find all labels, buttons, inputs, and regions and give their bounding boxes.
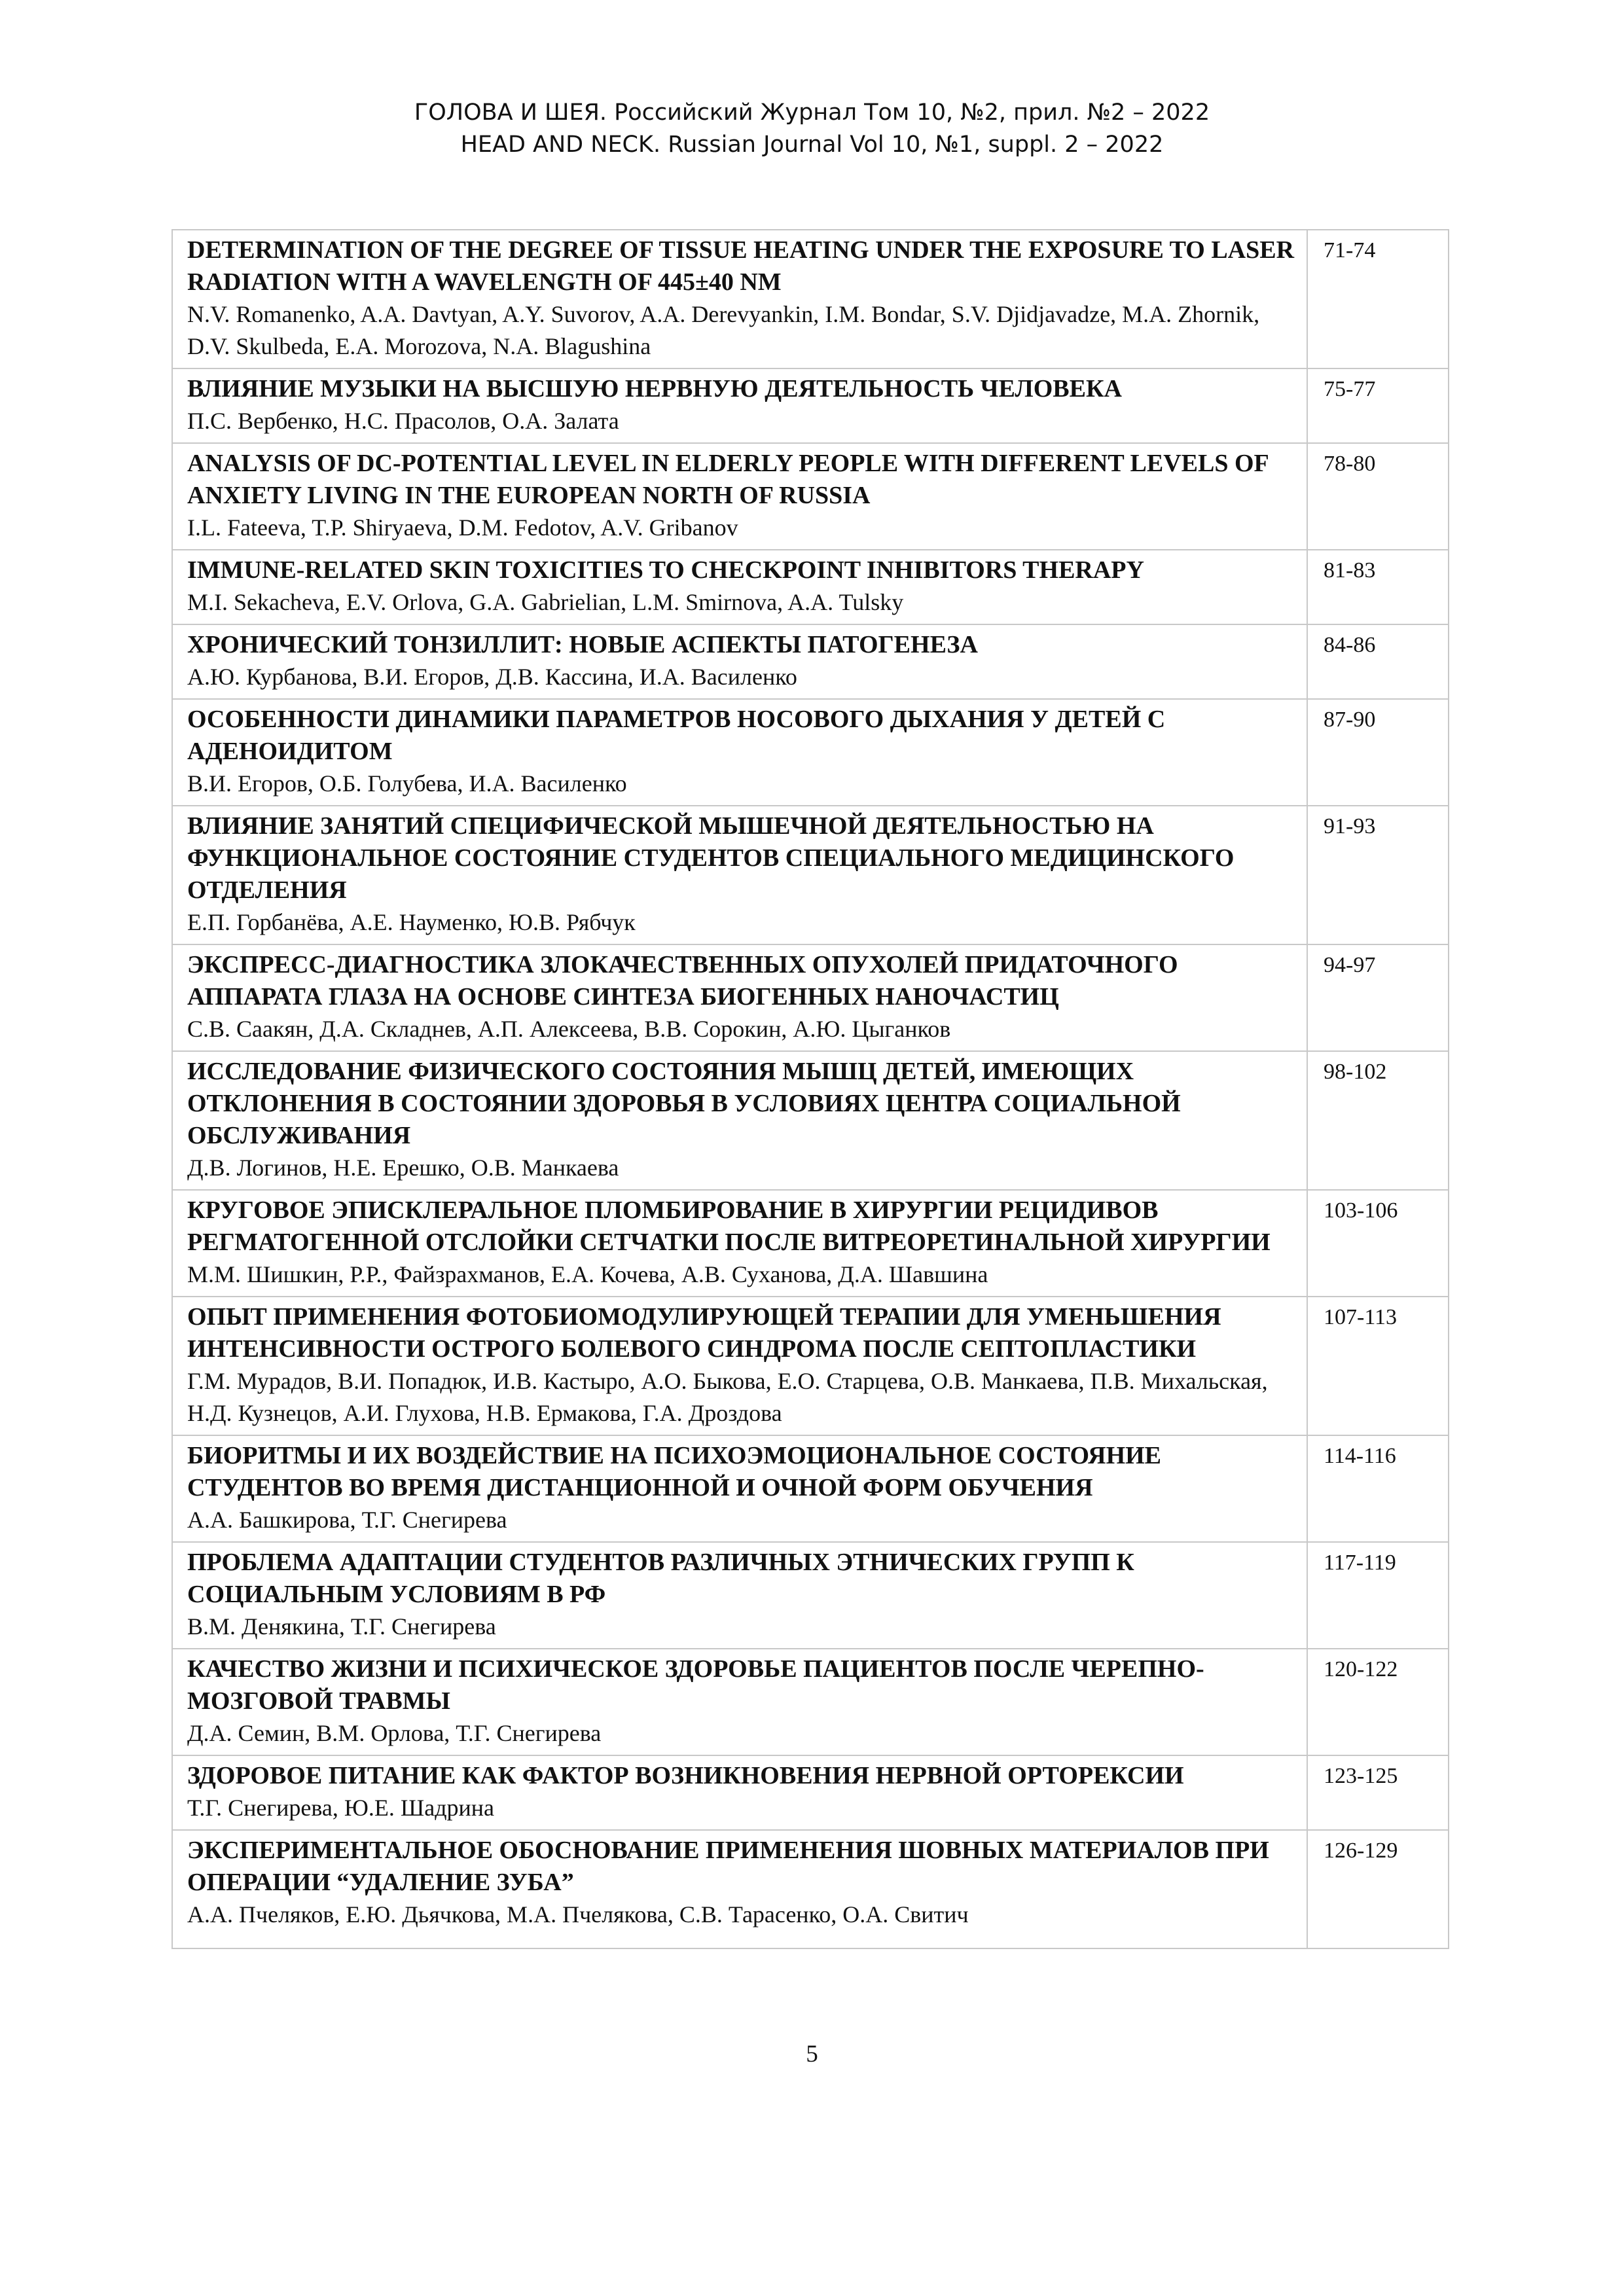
entry-title: ХРОНИЧЕСКИЙ ТОНЗИЛЛИТ: НОВЫЕ АСПЕКТЫ ПАТОГЕНЕЗА bbox=[187, 631, 978, 658]
toc-entry bbox=[172, 1649, 1449, 1755]
toc-entry-content bbox=[172, 699, 1307, 806]
entry-authors: А.А. Башкирова, Т.Г. Снегирева bbox=[187, 1507, 507, 1533]
toc-entry-content bbox=[172, 1297, 1307, 1435]
running-header bbox=[0, 97, 1624, 161]
entry-title: КАЧЕСТВО ЖИЗНИ И ПСИХИЧЕСКОЕ ЗДОРОВЬЕ ПАЦИЕНТОВ ПОСЛЕ ЧЕРЕПНО-МОЗГОВОЙ ТРАВМЫ bbox=[187, 1655, 1204, 1715]
entry-authors: А.А. Пчеляков, Е.Ю. Дьячкова, М.А. Пчелякова, С.В. Тарасенко, О.А. Свитич bbox=[187, 1901, 969, 1928]
toc-entry bbox=[172, 699, 1449, 806]
toc-entry bbox=[172, 1190, 1449, 1297]
entry-pages: 94-97 bbox=[1307, 944, 1449, 1051]
entry-pages: 81-83 bbox=[1307, 550, 1449, 624]
entry-authors: Д.А. Семин, В.М. Орлова, Т.Г. Снегирева bbox=[187, 1720, 602, 1746]
entry-title: ОСОБЕННОСТИ ДИНАМИКИ ПАРАМЕТРОВ НОСОВОГО ДЫХАНИЯ У ДЕТЕЙ С АДЕНОИДИТОМ bbox=[187, 706, 1166, 765]
entry-title: ЭКСПЕРИМЕНТАЛЬНОЕ ОБОСНОВАНИЕ ПРИМЕНЕНИЯ ШОВНЫХ МАТЕРИАЛОВ ПРИ ОПЕРАЦИИ “УДАЛЕНИЕ ЗУБА” bbox=[187, 1837, 1269, 1896]
entry-title: ЗДОРОВОЕ ПИТАНИЕ КАК ФАКТОР ВОЗНИКНОВЕНИЯ НЕРВНОЙ ОРТОРЕКСИИ bbox=[187, 1762, 1184, 1789]
header-line-ru: ГОЛОВА И ШЕЯ. Российский Журнал Том 10, №2, прил. №2 – 2022 bbox=[414, 99, 1210, 126]
entry-pages: 75-77 bbox=[1307, 368, 1449, 443]
entry-authors: В.М. Денякина, Т.Г. Снегирева bbox=[187, 1613, 496, 1640]
toc-entry bbox=[172, 1830, 1449, 1948]
entry-title: КРУГОВОЕ ЭПИСКЛЕРАЛЬНОЕ ПЛОМБИРОВАНИЕ В ХИРУРГИИ РЕЦИДИВОВ РЕГМАТОГЕННОЙ ОТСЛОЙКИ СЕТЧАТКИ ПОСЛЕ ВИТРЕОРЕТИНАЛЬНОЙ ХИРУРГИИ bbox=[187, 1196, 1271, 1256]
entry-authors: I.L. Fateeva, T.P. Shiryaeva, D.M. Fedotov, A.V. Gribanov bbox=[187, 514, 738, 541]
entry-pages: 120-122 bbox=[1307, 1649, 1449, 1755]
toc-entry-content bbox=[172, 1435, 1307, 1542]
entry-title: ПРОБЛЕМА АДАПТАЦИИ СТУДЕНТОВ РАЗЛИЧНЫХ ЭТНИЧЕСКИХ ГРУПП К СОЦИАЛЬНЫМ УСЛОВИЯМ В РФ bbox=[187, 1549, 1134, 1608]
entry-pages: 91-93 bbox=[1307, 806, 1449, 944]
page-number: 5 bbox=[806, 2041, 818, 2068]
toc-entry bbox=[172, 944, 1449, 1051]
entry-pages: 78-80 bbox=[1307, 443, 1449, 550]
toc-entry-content bbox=[172, 1542, 1307, 1649]
entry-authors: Т.Г. Снегирева, Ю.Е. Шадрина bbox=[187, 1795, 495, 1821]
entry-pages: 107-113 bbox=[1307, 1297, 1449, 1435]
toc-entry-content bbox=[172, 944, 1307, 1051]
entry-authors: С.В. Саакян, Д.А. Складнев, А.П. Алексеева, В.В. Сорокин, А.Ю. Цыганков bbox=[187, 1016, 951, 1042]
entry-authors: М.М. Шишкин, Р.Р., Файзрахманов, Е.А. Кочева, А.В. Суханова, Д.А. Шавшина bbox=[187, 1261, 988, 1287]
toc-entry-content bbox=[172, 624, 1307, 699]
table-of-contents bbox=[171, 229, 1449, 1949]
entry-pages: 117-119 bbox=[1307, 1542, 1449, 1649]
toc-entry bbox=[172, 1755, 1449, 1830]
toc-entry-content bbox=[172, 1755, 1307, 1830]
entry-title: DETERMINATION OF THE DEGREE OF TISSUE HEATING UNDER THE EXPOSURE TO LASER RADIATION WITH A WAVELENGTH OF 445±40 NM bbox=[187, 236, 1295, 296]
entry-pages: 71-74 bbox=[1307, 230, 1449, 368]
toc-entry bbox=[172, 1542, 1449, 1649]
toc-entry bbox=[172, 1051, 1449, 1190]
entry-pages: 84-86 bbox=[1307, 624, 1449, 699]
entry-authors: N.V. Romanenko, A.A. Davtyan, A.Y. Suvorov, A.A. Derevyankin, I.M. Bondar, S.V. Djidjavadze, M.A. Zhornik, D.V. Skulbeda, E.A. Morozova, N.A. Blagushina bbox=[187, 301, 1260, 359]
entry-title: ОПЫТ ПРИМЕНЕНИЯ ФОТОБИОМОДУЛИРУЮЩЕЙ ТЕРАПИИ ДЛЯ УМЕНЬШЕНИЯ ИНТЕНСИВНОСТИ ОСТРОГО БОЛЕВОГО СИНДРОМА ПОСЛЕ СЕПТОПЛАСТИКИ bbox=[187, 1303, 1221, 1363]
entry-title: ЭКСПРЕСС-ДИАГНОСТИКА ЗЛОКАЧЕСТВЕННЫХ ОПУХОЛЕЙ ПРИДАТОЧНОГО АППАРАТА ГЛАЗА НА ОСНОВЕ СИНТЕЗА БИОГЕННЫХ НАНОЧАСТИЦ bbox=[187, 951, 1178, 1011]
entry-title: БИОРИТМЫ И ИХ ВОЗДЕЙСТВИЕ НА ПСИХОЭМОЦИОНАЛЬНОЕ СОСТОЯНИЕ СТУДЕНТОВ ВО ВРЕМЯ ДИСТАНЦИОННОЙ И ОЧНОЙ ФОРМ ОБУЧЕНИЯ bbox=[187, 1442, 1162, 1501]
toc-entry-content bbox=[172, 806, 1307, 944]
toc-entry bbox=[172, 1297, 1449, 1435]
entry-title: IMMUNE-RELATED SKIN TOXICITIES TO CHECKPOINT INHIBITORS THERAPY bbox=[187, 556, 1144, 584]
entry-authors: В.И. Егоров, О.Б. Голубева, И.А. Василенко bbox=[187, 770, 627, 797]
entry-authors: А.Ю. Курбанова, В.И. Егоров, Д.В. Кассина, И.А. Василенко bbox=[187, 664, 797, 690]
toc-entry bbox=[172, 550, 1449, 624]
entry-title: ВЛИЯНИЕ МУЗЫКИ НА ВЫСШУЮ НЕРВНУЮ ДЕЯТЕЛЬНОСТЬ ЧЕЛОВЕКА bbox=[187, 375, 1122, 403]
toc-entry bbox=[172, 368, 1449, 443]
entry-title: ВЛИЯНИЕ ЗАНЯТИЙ СПЕЦИФИЧЕСКОЙ МЫШЕЧНОЙ ДЕЯТЕЛЬНОСТЬЮ НА ФУНКЦИОНАЛЬНОЕ СОСТОЯНИЕ СТУДЕНТОВ СПЕЦИАЛЬНОГО МЕДИЦИНСКОГО ОТДЕЛЕНИЯ bbox=[187, 812, 1235, 904]
toc-entry-content bbox=[172, 1051, 1307, 1190]
entry-title: ИССЛЕДОВАНИЕ ФИЗИЧЕСКОГО СОСТОЯНИЯ МЫШЦ ДЕТЕЙ, ИМЕЮЩИХ ОТКЛОНЕНИЯ В СОСТОЯНИИ ЗДОРОВЬЯ В УСЛОВИЯХ ЦЕНТРА СОЦИАЛЬНОЙ ОБСЛУЖИВАНИЯ bbox=[187, 1058, 1181, 1149]
entry-authors: Г.М. Мурадов, В.И. Попадюк, И.В. Кастыро, А.О. Быкова, Е.О. Старцева, О.В. Манкаева, П.В. Михальская, Н.Д. Кузнецов, А.И. Глухова, Н.В. Ермакова, Г.А. Дроздова bbox=[187, 1368, 1268, 1426]
entry-pages: 126-129 bbox=[1307, 1830, 1449, 1948]
toc-entry-content bbox=[172, 230, 1307, 368]
entry-authors: Д.В. Логинов, Н.Е. Ерешко, О.В. Манкаева bbox=[187, 1155, 619, 1181]
entry-title: ANALYSIS OF DC-POTENTIAL LEVEL IN ELDERLY PEOPLE WITH DIFFERENT LEVELS OF ANXIETY LIVING IN THE EUROPEAN NORTH OF RUSSIA bbox=[187, 450, 1269, 509]
toc-entry bbox=[172, 1435, 1449, 1542]
toc-entry-content bbox=[172, 443, 1307, 550]
entry-pages: 103-106 bbox=[1307, 1190, 1449, 1297]
entry-pages: 87-90 bbox=[1307, 699, 1449, 806]
entry-authors: П.С. Вербенко, Н.С. Прасолов, О.А. Залата bbox=[187, 408, 619, 434]
toc-entry-content bbox=[172, 1649, 1307, 1755]
header-line-en: HEAD AND NECK. Russian Journal Vol 10, №1, suppl. 2 – 2022 bbox=[460, 132, 1164, 158]
toc-entry bbox=[172, 230, 1449, 368]
toc-entry-content bbox=[172, 550, 1307, 624]
entry-authors: Е.П. Горбанёва, А.Е. Науменко, Ю.В. Рябчук bbox=[187, 909, 636, 935]
toc-entry bbox=[172, 624, 1449, 699]
toc-entry bbox=[172, 443, 1449, 550]
entry-pages: 98-102 bbox=[1307, 1051, 1449, 1190]
entry-authors: M.I. Sekacheva, E.V. Orlova, G.A. Gabrielian, L.M. Smirnova, A.A. Tulsky bbox=[187, 589, 904, 615]
toc-entry-content bbox=[172, 368, 1307, 443]
toc-entry-content bbox=[172, 1830, 1307, 1948]
entry-pages: 123-125 bbox=[1307, 1755, 1449, 1830]
entry-pages: 114-116 bbox=[1307, 1435, 1449, 1542]
toc-entry-content bbox=[172, 1190, 1307, 1297]
toc-entry bbox=[172, 806, 1449, 944]
